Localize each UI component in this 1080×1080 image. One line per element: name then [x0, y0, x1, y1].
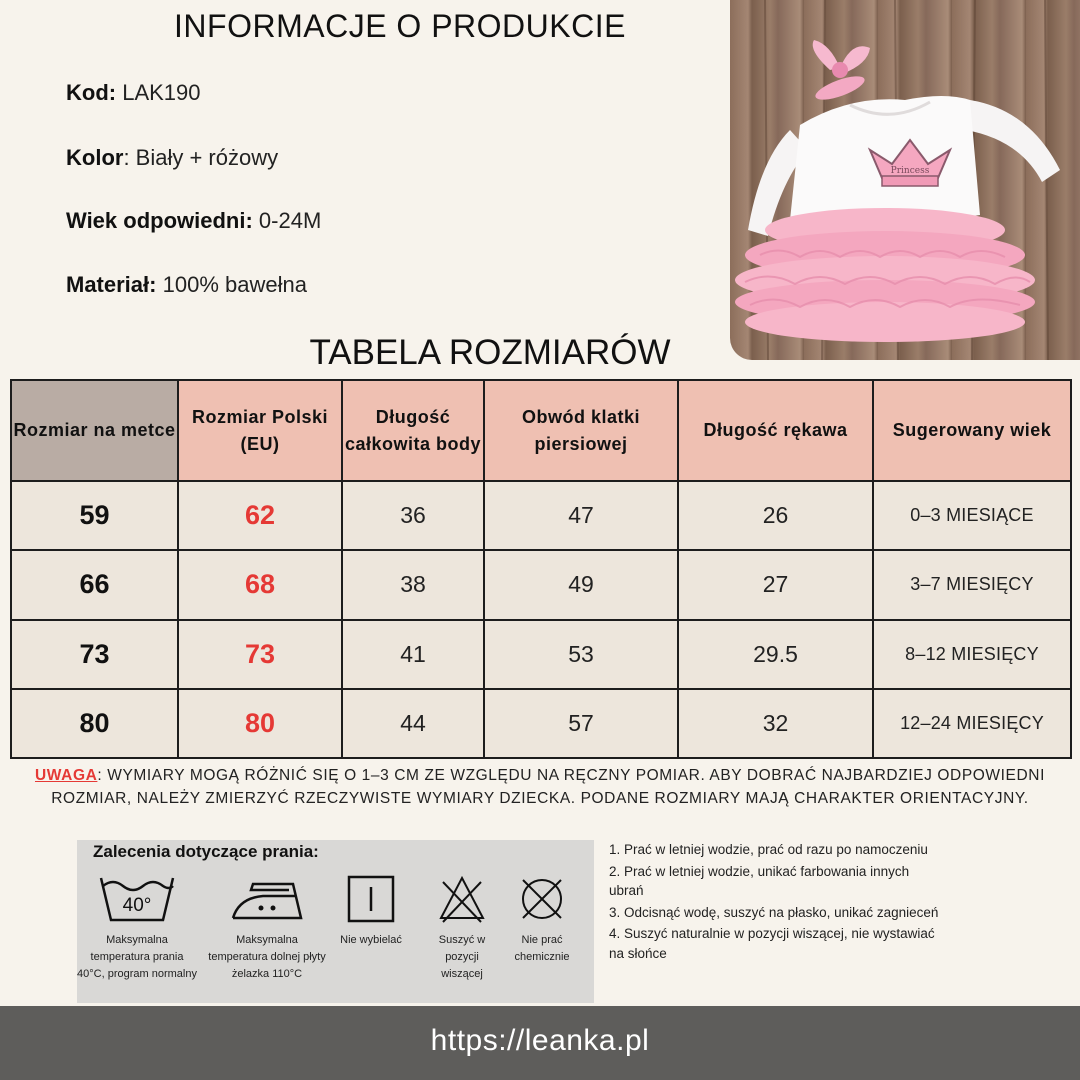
- cell-tag-size: 80: [11, 689, 178, 758]
- spec-code-label: Kod:: [66, 80, 117, 105]
- care-caption-bleach: Nie wybielać: [340, 934, 402, 946]
- header-age: Sugerowany wiek: [873, 380, 1071, 481]
- care-symbol-wash: [77, 874, 197, 983]
- spec-color: [66, 145, 278, 171]
- care-instructions-box: [77, 840, 594, 1003]
- care-symbol-bleach: [331, 874, 411, 949]
- cell-sleeve: 26: [678, 481, 873, 550]
- notice-text: : WYMIARY MOGĄ RÓŻNIĆ SIĘ O 1–3 CM ZE WZGLĘDU NA RĘCZNY POMIAR. ABY DOBRAĆ NAJBARDZIEJ ODPOWIEDNI ROZMIAR, NALEŻY ZMIERZYĆ RZECZYWISTE WYMIARY DZIECKA. PODANE ROZMIARY MAJĄ CHARAKTER ORIENTACYJNY.: [51, 767, 1045, 807]
- table-row: [11, 620, 1071, 689]
- wash-40-icon: [97, 874, 177, 926]
- cell-tag-size: 73: [11, 620, 178, 689]
- spec-material: [66, 272, 307, 298]
- cell-sleeve: 27: [678, 550, 873, 619]
- list-item: 2. Prać w letniej wodzie, unikać farbowania innych ubrań: [609, 863, 910, 898]
- care-symbol-iron: [205, 874, 329, 983]
- spec-color-label: Kolor: [66, 145, 124, 170]
- baby-tutu-dress-icon: [730, 0, 1080, 360]
- care-symbol-dry: [423, 874, 501, 983]
- care-caption-iron: Maksymalna temperatura dolnej płyty żelazka 110°C: [208, 934, 326, 980]
- notice-label: UWAGA: [34, 767, 98, 784]
- cell-polish-size: 68: [178, 550, 342, 619]
- cell-sleeve: 32: [678, 689, 873, 758]
- cell-polish-size: 73: [178, 620, 342, 689]
- cell-age: 12–24 MIESIĘCY: [873, 689, 1071, 758]
- header-chest: Obwód klatki piersiowej: [484, 380, 678, 481]
- table-row: [11, 481, 1071, 550]
- list-item: 3. Odcisnąć wodę, suszyć na płasko, unikać zagnieceń: [609, 904, 939, 920]
- cell-tag-size: 66: [11, 550, 178, 619]
- header-sleeve: Długość rękawa: [678, 380, 873, 481]
- website-link[interactable]: https://leanka.pl: [430, 1024, 650, 1057]
- iron-icon: [229, 874, 305, 926]
- cell-age: 8–12 MIESIĘCY: [873, 620, 1071, 689]
- care-instructions-list: [609, 840, 939, 965]
- cell-sleeve: 29.5: [678, 620, 873, 689]
- cell-age: 3–7 MIESIĘCY: [873, 550, 1071, 619]
- spec-age-value: 0-24M: [258, 208, 322, 233]
- cell-chest: 49: [484, 550, 678, 619]
- table-row: [11, 550, 1071, 619]
- header-tag-size: Rozmiar na metce: [11, 380, 178, 481]
- table-row: [11, 689, 1071, 758]
- product-info-title: INFORMACJE O PRODUKCIE: [174, 8, 626, 44]
- footer-bar: [0, 1006, 1080, 1080]
- cell-polish-size: 80: [178, 689, 342, 758]
- spec-age-label: Wiek odpowiedni:: [66, 208, 253, 233]
- crown-print-text: Princess: [890, 166, 930, 176]
- product-photo: [730, 0, 1080, 360]
- no-bleach-icon: [347, 874, 395, 926]
- measurement-notice: [6, 764, 1074, 810]
- list-item: 4. Suszyć naturalnie w pozycji wiszącej, nie wystawiać na słońce: [609, 926, 935, 961]
- size-table-title: TABELA ROZMIARÓW: [309, 333, 671, 372]
- cell-chest: 47: [484, 481, 678, 550]
- cell-length: 41: [342, 620, 484, 689]
- spec-material-value: 100% bawełna: [162, 272, 307, 297]
- size-table: [10, 379, 1072, 759]
- spec-material-label: Materiał:: [66, 272, 157, 297]
- cell-length: 36: [342, 481, 484, 550]
- no-dry-clean-icon: [517, 874, 567, 926]
- line-dry-icon: [437, 874, 487, 926]
- header-polish-size: Rozmiar Polski (EU): [178, 380, 342, 481]
- table-header-row: [11, 380, 1071, 481]
- cell-age: 0–3 MIESIĄCE: [873, 481, 1071, 550]
- spec-code: [66, 80, 201, 106]
- cell-chest: 53: [484, 620, 678, 689]
- care-caption-wash: Maksymalna temperatura prania 40°C, program normalny: [77, 934, 197, 980]
- spec-age: [66, 208, 321, 234]
- spec-code-value: LAK190: [122, 80, 201, 105]
- cell-tag-size: 59: [11, 481, 178, 550]
- cell-length: 38: [342, 550, 484, 619]
- wash-temp-label: 40°: [122, 895, 152, 916]
- care-caption-dry: Suszyć w pozycji wiszącej: [438, 934, 486, 980]
- spec-color-value: : Biały + różowy: [123, 145, 279, 170]
- header-total-length: Długość całkowita body: [342, 380, 484, 481]
- care-title: Zalecenia dotyczące prania:: [93, 842, 319, 861]
- cell-polish-size: 62: [178, 481, 342, 550]
- care-symbol-dryclean: [505, 874, 579, 966]
- cell-length: 44: [342, 689, 484, 758]
- cell-chest: 57: [484, 689, 678, 758]
- care-caption-dryclean: Nie prać chemicznie: [514, 934, 570, 963]
- list-item: 1. Prać w letniej wodzie, prać od razu po namoczeniu: [609, 842, 928, 857]
